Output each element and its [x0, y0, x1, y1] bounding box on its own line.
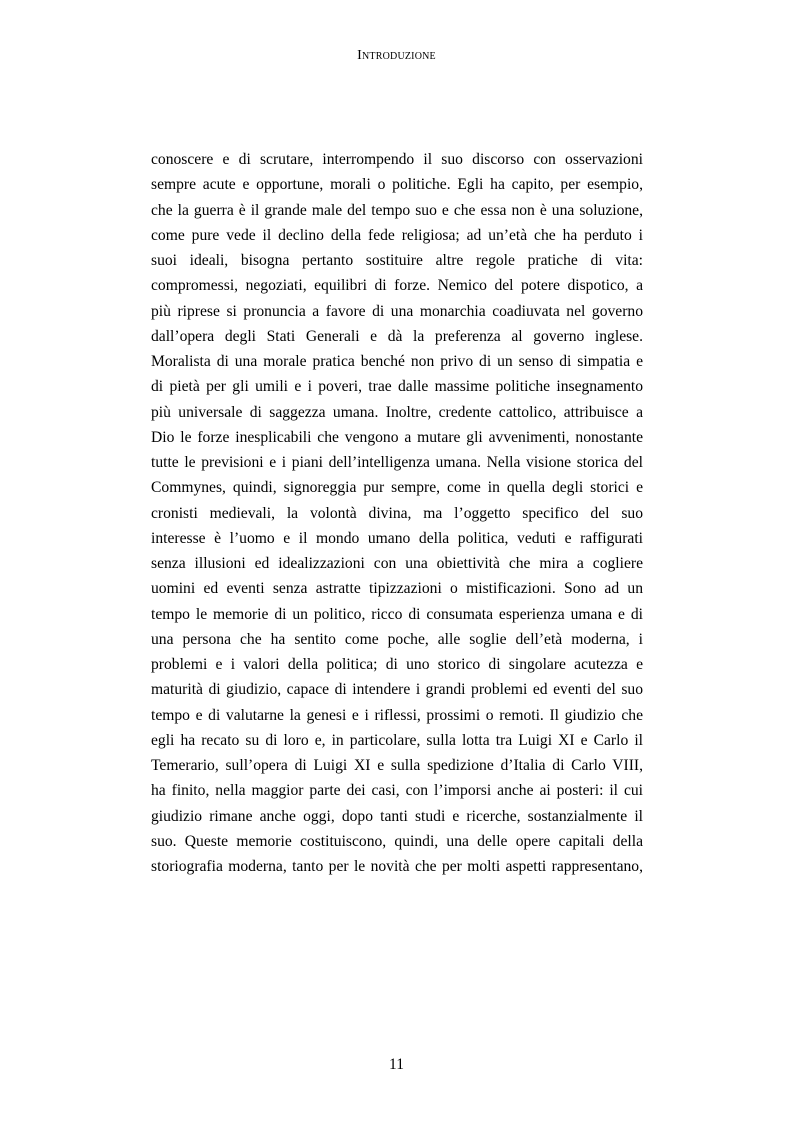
text-line: come pure vede il declino della fede religiosa; ad un’età che ha perduto i: [151, 226, 643, 244]
text-line: una persona che ha sentito come poche, alle soglie dell’età moderna, i: [151, 630, 643, 648]
text-line: cronisti medievali, la volontà divina, ma l’oggetto specifico del suo: [151, 504, 643, 522]
running-head: Introduzione: [357, 48, 436, 63]
body-text: [151, 147, 643, 879]
text-line: interesse è l’uomo e il mondo umano della politica, veduti e raffigurati: [151, 529, 643, 547]
text-line: che la guerra è il grande male del tempo suo e che essa non è una soluzione,: [151, 201, 643, 219]
text-line: tempo le memorie di un politico, ricco di consumata esperienza umana e di: [151, 605, 643, 623]
text-line: storiografia moderna, tanto per le novità che per molti aspetti rappresentano,: [151, 858, 643, 875]
text-line: Temerario, sull’opera di Luigi XI e sulla spedizione d’Italia di Carlo VIII,: [151, 757, 643, 774]
page-number: 11: [389, 1056, 404, 1073]
text-line: giudizio rimane anche oggi, dopo tanti studi e ricerche, sostanzialmente il: [151, 807, 643, 825]
text-line: suoi ideali, bisogna pertanto sostituire altre regole pratiche di vita:: [151, 252, 643, 269]
text-line: egli ha recato su di loro e, in particolare, sulla lotta tra Luigi XI e Carlo il: [151, 731, 643, 749]
text-line: dall’opera degli Stati Generali e dà la preferenza al governo inglese.: [151, 327, 643, 345]
text-line: Moralista di una morale pratica benché non privo di un senso di simpatia e: [151, 353, 643, 370]
text-line: Dio le forze inesplicabili che vengono a mutare gli avvenimenti, nonostante: [151, 428, 643, 446]
text-line: tempo e di valutarne la genesi e i riflessi, prossimi o remoti. Il giudizio che: [151, 706, 643, 724]
text-line: compromessi, negoziati, equilibri di forze. Nemico del potere dispotico, a: [151, 277, 643, 295]
text-line: più universale di saggezza umana. Inoltre, credente cattolico, attribuisce a: [151, 403, 643, 421]
text-line: suo. Queste memorie costituiscono, quindi, una delle opere capitali della: [151, 832, 643, 850]
text-line: Commynes, quindi, signoreggia pur sempre, come in quella degli storici e: [151, 479, 643, 497]
text-line: sempre acute e opportune, morali o politiche. Egli ha capito, per esempio,: [151, 176, 643, 194]
text-line: ha finito, nella maggior parte dei casi, con l’imporsi anche ai posteri: il cui: [151, 782, 643, 800]
text-line: di pietà per gli umili e i poveri, trae dalle massime politiche insegnamento: [151, 378, 643, 396]
text-line: problemi e i valori della politica; di uno storico di singolare acutezza e: [151, 656, 643, 673]
text-line: uomini ed eventi senza astratte tipizzazioni o mistificazioni. Sono ad un: [151, 580, 643, 598]
text-line: maturità di giudizio, capace di intendere i grandi problemi ed eventi del suo: [151, 681, 643, 699]
text-line: senza illusioni ed idealizzazioni con una obiettività che mira a cogliere: [151, 555, 643, 572]
text-line: conoscere e di scrutare, interrompendo il suo discorso con osservazioni: [151, 151, 643, 168]
text-line: più riprese si pronuncia a favore di una monarchia coadiuvata nel governo: [151, 302, 643, 320]
text-line: tutte le previsioni e i piani dell’intelligenza umana. Nella visione storica del: [151, 454, 643, 471]
